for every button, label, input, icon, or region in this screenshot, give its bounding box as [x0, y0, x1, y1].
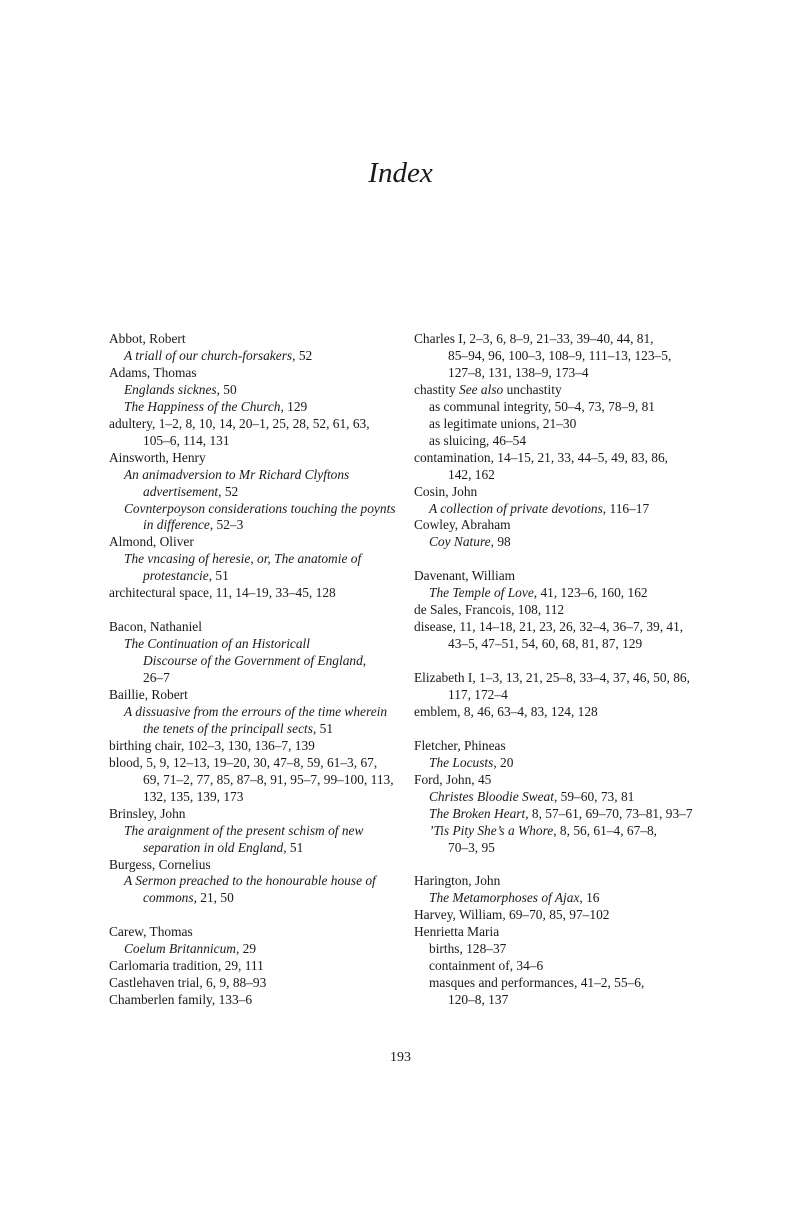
work-title: The araignment of the present schism of new: [124, 822, 364, 838]
index-continuation: [414, 687, 714, 704]
entry-text: Burgess, Cornelius: [109, 856, 211, 872]
index-subentry: [414, 534, 714, 551]
entry-text: contamination, 14–15, 21, 33, 44–5, 49, 83, 86,: [414, 449, 669, 465]
index-heading: [414, 772, 714, 789]
index-subentry: [109, 873, 409, 890]
entry-text: Harington, John: [414, 873, 501, 889]
index-heading: [414, 873, 714, 890]
entry-text: birthing chair, 102–3, 130, 136–7, 139: [109, 737, 315, 753]
index-heading: [414, 382, 714, 399]
entry-text: Bacon, Nathaniel: [109, 619, 202, 635]
entry-text: Chamberlen family, 133–6: [109, 992, 253, 1008]
index-column-right: [414, 331, 714, 1009]
page-references: , 51: [312, 720, 334, 736]
index-heading: [414, 602, 714, 619]
page-references: , 41, 123–6, 160, 162: [533, 585, 648, 601]
index-subentry: [414, 755, 714, 772]
entry-text: disease, 11, 14–18, 21, 23, 26, 32–4, 36–7, 39, 41,: [414, 619, 684, 635]
index-heading: [109, 857, 409, 874]
entry-text: Davenant, William: [414, 568, 516, 584]
index-continuation: [414, 365, 714, 382]
page-references: unchastity: [503, 381, 562, 397]
index-subentry: [414, 585, 714, 602]
entry-text: Castlehaven trial, 6, 9, 88–93: [109, 975, 267, 991]
work-title: The vncasing of heresie, or, The anatomie of: [124, 551, 362, 567]
entry-text: 132, 135, 139, 173: [143, 788, 244, 804]
work-title: Christes Bloodie Sweat: [429, 788, 554, 804]
index-heading: [109, 416, 409, 433]
index-continuation: [414, 992, 714, 1009]
page-number: 193: [390, 1050, 411, 1065]
index-subentry: [414, 941, 714, 958]
index-heading: [414, 517, 714, 534]
work-title: The Locusts: [429, 754, 494, 770]
entry-text: Baillie, Robert: [109, 687, 188, 702]
entry-text: emblem, 8, 46, 63–4, 83, 124, 128: [414, 703, 598, 719]
page-title: Index: [368, 157, 433, 189]
index-continuation: [109, 433, 409, 450]
work-title: commons: [143, 890, 194, 906]
index-continuation: [109, 840, 409, 857]
index-heading: [414, 907, 714, 924]
work-title: The Temple of Love: [429, 585, 534, 601]
entry-text: as legitimate unions, 21–30: [429, 415, 577, 431]
page-references: , 20: [493, 754, 514, 770]
work-title: The Continuation of an Historicall: [124, 636, 310, 652]
index-continuation: [109, 568, 409, 585]
index-heading: [109, 450, 409, 467]
index-heading: [414, 619, 714, 636]
work-title: The Happiness of the Church: [124, 398, 281, 414]
index-subentry: [109, 501, 409, 518]
index-continuation: [414, 348, 714, 365]
index-subentry: [414, 823, 714, 840]
index-subentry: [414, 806, 714, 823]
entry-text: Fletcher, Phineas: [414, 737, 506, 753]
entry-text: Charles I, 2–3, 6, 8–9, 21–33, 39–40, 44, 81,: [414, 331, 654, 346]
page-references: , 52–3: [209, 517, 244, 533]
entry-text: 105–6, 114, 131: [143, 432, 230, 448]
work-title: separation in old England: [143, 839, 284, 855]
work-title: A dissuasive from the errours of the time wherein: [124, 703, 388, 719]
index-subentry: [414, 416, 714, 433]
entry-text: Cosin, John: [414, 483, 478, 499]
index-heading: [109, 534, 409, 551]
index-subentry: [414, 501, 714, 518]
page-references: , 29: [235, 941, 257, 957]
index-heading: [109, 585, 409, 602]
page-references: , 116–17: [602, 500, 650, 516]
index-continuation: [109, 517, 409, 534]
index-continuation: [109, 653, 409, 670]
entry-text: 69, 71–2, 77, 85, 87–8, 91, 95–7, 99–100, 113,: [143, 771, 394, 787]
entry-text: Ford, John, 45: [414, 771, 492, 787]
entry-text: Carlomaria tradition, 29, 111: [109, 958, 264, 974]
index-subentry: [414, 433, 714, 450]
entry-text: Elizabeth I, 1–3, 13, 21, 25–8, 33–4, 37, 46, 50, 86,: [414, 670, 690, 686]
index-heading: [109, 365, 409, 382]
index-heading: [109, 806, 409, 823]
index-subentry: [414, 399, 714, 416]
work-title: ’Tis Pity She’s a Whore: [429, 822, 554, 838]
entry-text: Ainsworth, Henry: [109, 449, 206, 465]
entry-text: chastity: [414, 381, 459, 397]
entry-text: 120–8, 137: [448, 992, 509, 1008]
index-continuation: [109, 890, 409, 907]
work-title: A collection of private devotions: [429, 500, 603, 516]
index-heading: [414, 568, 714, 585]
work-title: The Broken Heart: [429, 805, 526, 821]
entry-text: Abbot, Robert: [109, 331, 186, 346]
index-subentry: [109, 636, 409, 653]
work-title: Coelum Britannicum: [124, 941, 236, 957]
entry-text: 117, 172–4: [448, 686, 508, 702]
index-heading: [414, 738, 714, 755]
work-title: Englands sicknes: [124, 381, 217, 397]
index-subentry: [414, 789, 714, 806]
work-title: advertisement: [143, 483, 219, 499]
entry-text: blood, 5, 9, 12–13, 19–20, 30, 47–8, 59, 61–3, 67,: [109, 754, 378, 770]
entry-text: as communal integrity, 50–4, 73, 78–9, 81: [429, 398, 655, 414]
entry-text: Adams, Thomas: [109, 364, 197, 380]
index-subentry: [109, 941, 409, 958]
index-subentry: [109, 348, 409, 365]
page-references: , 51: [283, 839, 304, 855]
index-subentry: [109, 704, 409, 721]
page-references: , 129: [280, 398, 308, 414]
page-references: , 98: [490, 534, 511, 550]
work-title: protestancie: [143, 568, 209, 584]
index-heading: [414, 484, 714, 501]
work-title: in difference: [143, 517, 210, 533]
entry-text: 127–8, 131, 138–9, 173–4: [448, 364, 589, 380]
index-continuation: [109, 670, 409, 687]
page-references: , 8, 56, 61–4, 67–8,: [553, 822, 658, 838]
page-references: , 52: [218, 483, 239, 499]
page-references: , 52: [292, 347, 313, 363]
index-continuation: [109, 772, 409, 789]
entry-text: as sluicing, 46–54: [429, 432, 527, 448]
index-subentry: [109, 467, 409, 484]
index-heading: [109, 975, 409, 992]
index-heading: [109, 687, 409, 704]
work-title: Coy Nature: [429, 534, 491, 550]
index-continuation: [109, 721, 409, 738]
entry-text: Cowley, Abraham: [414, 517, 511, 533]
index-heading: [109, 992, 409, 1009]
index-continuation: [414, 636, 714, 653]
page-references: , 16: [579, 890, 600, 906]
index-continuation: [109, 484, 409, 501]
index-subentry: [109, 399, 409, 416]
page-references: , 51: [208, 568, 229, 584]
index-subentry: [109, 382, 409, 399]
entry-text: containment of, 34–6: [429, 958, 544, 974]
index-column-left: [109, 331, 409, 1009]
page-references: , 8, 57–61, 69–70, 73–81, 93–7: [525, 805, 693, 821]
index-heading: [414, 924, 714, 941]
index-heading: [414, 450, 714, 467]
index-subentry: [414, 975, 714, 992]
work-title: Discourse of the Government of England: [143, 653, 363, 669]
entry-text: 85–94, 96, 100–3, 108–9, 111–13, 123–5,: [448, 347, 672, 363]
entry-text: Almond, Oliver: [109, 534, 194, 550]
entry-text: de Sales, Francois, 108, 112: [414, 602, 565, 618]
index-continuation: [414, 467, 714, 484]
work-title: An animadversion to Mr Richard Clyftons: [124, 466, 350, 482]
index-heading: [414, 670, 714, 687]
index-heading: [109, 755, 409, 772]
entry-text: Carew, Thomas: [109, 924, 193, 940]
index-heading: [109, 924, 409, 941]
work-title: the tenets of the principall sects: [143, 720, 313, 736]
index-continuation: [414, 840, 714, 857]
entry-text: Henrietta Maria: [414, 924, 500, 940]
entry-text: 70–3, 95: [448, 839, 495, 855]
work-title: A Sermon preached to the honourable house of: [124, 873, 376, 889]
page-references: , 21, 50: [193, 890, 234, 906]
index-continuation: [109, 789, 409, 806]
index-heading: [109, 331, 409, 348]
entry-text: Harvey, William, 69–70, 85, 97–102: [414, 907, 610, 923]
index-heading: [109, 619, 409, 636]
entry-text: adultery, 1–2, 8, 10, 14, 20–1, 25, 28, 52, 61, 63,: [109, 415, 370, 431]
entry-text: architectural space, 11, 14–19, 33–45, 128: [109, 585, 336, 601]
entry-text: Brinsley, John: [109, 805, 186, 821]
index-subentry: [414, 890, 714, 907]
entry-text: masques and performances, 41–2, 55–6,: [429, 975, 645, 991]
index-heading: [414, 704, 714, 721]
index-subentry: [109, 823, 409, 840]
page-references: , 50: [216, 381, 237, 397]
entry-text: 26–7: [143, 670, 170, 686]
entry-text: births, 128–37: [429, 941, 507, 957]
work-title: The Metamorphoses of Ajax: [429, 890, 580, 906]
page-references: ,: [362, 653, 367, 669]
entry-text: 43–5, 47–51, 54, 60, 68, 81, 87, 129: [448, 636, 643, 652]
work-title: Covnterpoyson considerations touching the poynts: [124, 500, 396, 516]
index-heading: [414, 331, 714, 348]
index-heading: [109, 958, 409, 975]
index-subentry: [109, 551, 409, 568]
entry-text: 142, 162: [448, 466, 495, 482]
index-subentry: [414, 958, 714, 975]
work-title: A triall of our church-forsakers: [124, 347, 293, 363]
index-heading: [109, 738, 409, 755]
cross-reference: See also: [459, 381, 504, 397]
page-references: , 59–60, 73, 81: [553, 788, 635, 804]
